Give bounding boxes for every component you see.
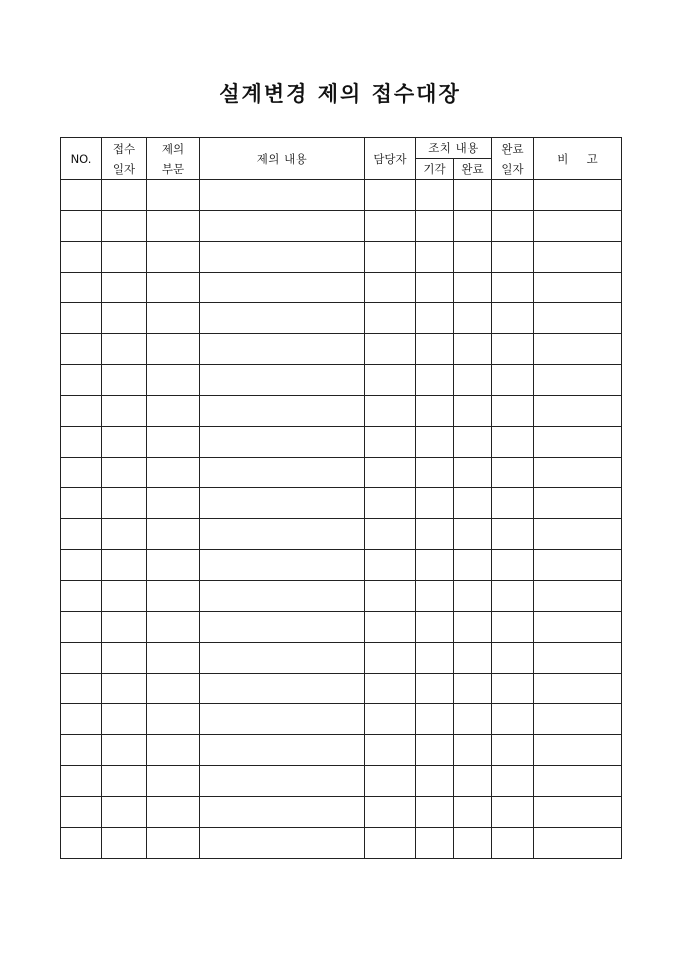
cell-remarks bbox=[534, 642, 622, 673]
cell-no bbox=[61, 210, 102, 241]
header-action-completed: 완료 bbox=[454, 159, 492, 180]
cell-proposal-content bbox=[200, 241, 365, 272]
cell-received-date bbox=[102, 395, 147, 426]
cell-completion-date bbox=[492, 766, 534, 797]
table-header bbox=[61, 138, 622, 180]
cell-received-date bbox=[102, 704, 147, 735]
cell-received-date bbox=[102, 241, 147, 272]
cell-action-rejected bbox=[416, 704, 454, 735]
table-row bbox=[61, 580, 622, 611]
cell-action-completed bbox=[454, 642, 492, 673]
cell-proposing-dept bbox=[147, 365, 200, 396]
page-title: 설계변경 제의 접수대장 bbox=[219, 81, 461, 106]
cell-action-completed bbox=[454, 426, 492, 457]
cell-received-date bbox=[102, 303, 147, 334]
cell-proposing-dept bbox=[147, 457, 200, 488]
cell-action-completed bbox=[454, 180, 492, 211]
cell-remarks bbox=[534, 488, 622, 519]
table-row bbox=[61, 796, 622, 827]
cell-action-rejected bbox=[416, 241, 454, 272]
table-row bbox=[61, 488, 622, 519]
table-row bbox=[61, 210, 622, 241]
cell-action-completed bbox=[454, 365, 492, 396]
table-row bbox=[61, 365, 622, 396]
header-completion-date bbox=[492, 138, 534, 180]
cell-received-date bbox=[102, 580, 147, 611]
cell-received-date bbox=[102, 673, 147, 704]
cell-completion-date bbox=[492, 365, 534, 396]
cell-no bbox=[61, 519, 102, 550]
cell-proposing-dept bbox=[147, 180, 200, 211]
cell-completion-date bbox=[492, 519, 534, 550]
cell-proposing-dept bbox=[147, 766, 200, 797]
cell-proposing-dept bbox=[147, 395, 200, 426]
cell-remarks bbox=[534, 704, 622, 735]
cell-person-in-charge bbox=[365, 611, 416, 642]
cell-proposal-content bbox=[200, 580, 365, 611]
cell-proposing-dept bbox=[147, 303, 200, 334]
cell-completion-date bbox=[492, 580, 534, 611]
cell-person-in-charge bbox=[365, 365, 416, 396]
header-proposing-dept bbox=[147, 138, 200, 180]
cell-person-in-charge bbox=[365, 827, 416, 858]
cell-action-rejected bbox=[416, 180, 454, 211]
cell-action-completed bbox=[454, 735, 492, 766]
cell-no bbox=[61, 642, 102, 673]
header-remarks: 비 고 bbox=[534, 138, 622, 180]
cell-proposal-content bbox=[200, 766, 365, 797]
cell-action-completed bbox=[454, 210, 492, 241]
cell-person-in-charge bbox=[365, 395, 416, 426]
cell-action-rejected bbox=[416, 550, 454, 581]
cell-action-rejected bbox=[416, 611, 454, 642]
cell-completion-date bbox=[492, 334, 534, 365]
header-completion-date-line1: 완료 bbox=[501, 141, 524, 156]
cell-action-completed bbox=[454, 550, 492, 581]
cell-no bbox=[61, 365, 102, 396]
cell-proposal-content bbox=[200, 827, 365, 858]
cell-action-rejected bbox=[416, 426, 454, 457]
cell-no bbox=[61, 334, 102, 365]
cell-proposing-dept bbox=[147, 611, 200, 642]
cell-proposing-dept bbox=[147, 488, 200, 519]
cell-proposing-dept bbox=[147, 580, 200, 611]
cell-no bbox=[61, 241, 102, 272]
cell-completion-date bbox=[492, 735, 534, 766]
cell-proposing-dept bbox=[147, 210, 200, 241]
cell-proposing-dept bbox=[147, 334, 200, 365]
cell-action-rejected bbox=[416, 365, 454, 396]
cell-action-rejected bbox=[416, 519, 454, 550]
cell-proposal-content bbox=[200, 334, 365, 365]
cell-remarks bbox=[534, 796, 622, 827]
cell-completion-date bbox=[492, 457, 534, 488]
cell-completion-date bbox=[492, 550, 534, 581]
cell-completion-date bbox=[492, 488, 534, 519]
cell-proposal-content bbox=[200, 457, 365, 488]
cell-proposing-dept bbox=[147, 642, 200, 673]
cell-person-in-charge bbox=[365, 488, 416, 519]
ledger-table bbox=[60, 137, 622, 859]
cell-remarks bbox=[534, 519, 622, 550]
cell-remarks bbox=[534, 241, 622, 272]
cell-proposal-content bbox=[200, 519, 365, 550]
table-body bbox=[61, 180, 622, 859]
cell-received-date bbox=[102, 426, 147, 457]
cell-remarks bbox=[534, 735, 622, 766]
cell-no bbox=[61, 735, 102, 766]
cell-completion-date bbox=[492, 704, 534, 735]
cell-action-completed bbox=[454, 580, 492, 611]
cell-proposal-content bbox=[200, 673, 365, 704]
table-row bbox=[61, 395, 622, 426]
table-row bbox=[61, 735, 622, 766]
cell-proposal-content bbox=[200, 365, 365, 396]
table-row bbox=[61, 673, 622, 704]
table-row bbox=[61, 611, 622, 642]
cell-action-completed bbox=[454, 673, 492, 704]
cell-person-in-charge bbox=[365, 210, 416, 241]
header-action-content: 조치 내용 bbox=[416, 138, 492, 159]
cell-action-rejected bbox=[416, 735, 454, 766]
cell-no bbox=[61, 303, 102, 334]
cell-no bbox=[61, 580, 102, 611]
cell-remarks bbox=[534, 395, 622, 426]
cell-remarks bbox=[534, 180, 622, 211]
table-row bbox=[61, 426, 622, 457]
cell-remarks bbox=[534, 272, 622, 303]
cell-received-date bbox=[102, 550, 147, 581]
cell-no bbox=[61, 395, 102, 426]
cell-action-completed bbox=[454, 395, 492, 426]
cell-person-in-charge bbox=[365, 796, 416, 827]
cell-action-rejected bbox=[416, 488, 454, 519]
cell-remarks bbox=[534, 611, 622, 642]
cell-action-completed bbox=[454, 303, 492, 334]
cell-completion-date bbox=[492, 241, 534, 272]
cell-proposing-dept bbox=[147, 735, 200, 766]
table-row bbox=[61, 642, 622, 673]
table-row bbox=[61, 241, 622, 272]
cell-action-completed bbox=[454, 241, 492, 272]
cell-action-completed bbox=[454, 457, 492, 488]
cell-received-date bbox=[102, 519, 147, 550]
table-row bbox=[61, 334, 622, 365]
cell-no bbox=[61, 457, 102, 488]
cell-received-date bbox=[102, 180, 147, 211]
cell-person-in-charge bbox=[365, 550, 416, 581]
header-proposing-dept-line1: 제의 bbox=[161, 141, 185, 156]
cell-action-rejected bbox=[416, 827, 454, 858]
cell-action-completed bbox=[454, 611, 492, 642]
cell-completion-date bbox=[492, 303, 534, 334]
cell-person-in-charge bbox=[365, 735, 416, 766]
cell-completion-date bbox=[492, 642, 534, 673]
table-row bbox=[61, 272, 622, 303]
cell-action-completed bbox=[454, 519, 492, 550]
cell-proposal-content bbox=[200, 611, 365, 642]
table-row bbox=[61, 766, 622, 797]
cell-no bbox=[61, 796, 102, 827]
cell-completion-date bbox=[492, 180, 534, 211]
cell-remarks bbox=[534, 580, 622, 611]
cell-person-in-charge bbox=[365, 642, 416, 673]
cell-proposal-content bbox=[200, 642, 365, 673]
cell-action-rejected bbox=[416, 642, 454, 673]
cell-person-in-charge bbox=[365, 272, 416, 303]
cell-proposing-dept bbox=[147, 796, 200, 827]
cell-received-date bbox=[102, 334, 147, 365]
cell-action-completed bbox=[454, 488, 492, 519]
cell-completion-date bbox=[492, 611, 534, 642]
cell-person-in-charge bbox=[365, 303, 416, 334]
cell-remarks bbox=[534, 827, 622, 858]
cell-action-completed bbox=[454, 827, 492, 858]
cell-received-date bbox=[102, 827, 147, 858]
header-completion-date-line2: 일자 bbox=[501, 161, 524, 176]
cell-person-in-charge bbox=[365, 334, 416, 365]
table-row bbox=[61, 704, 622, 735]
cell-received-date bbox=[102, 210, 147, 241]
header-action-rejected: 기각 bbox=[416, 159, 454, 180]
cell-no bbox=[61, 272, 102, 303]
cell-proposal-content bbox=[200, 735, 365, 766]
table-row bbox=[61, 550, 622, 581]
cell-action-completed bbox=[454, 796, 492, 827]
cell-proposal-content bbox=[200, 796, 365, 827]
cell-no bbox=[61, 180, 102, 211]
cell-no bbox=[61, 673, 102, 704]
cell-person-in-charge bbox=[365, 241, 416, 272]
header-no: NO. bbox=[61, 138, 102, 180]
header-received-date-line1: 접수 bbox=[112, 141, 136, 156]
cell-remarks bbox=[534, 766, 622, 797]
cell-no bbox=[61, 550, 102, 581]
cell-received-date bbox=[102, 457, 147, 488]
cell-received-date bbox=[102, 611, 147, 642]
cell-action-rejected bbox=[416, 580, 454, 611]
cell-person-in-charge bbox=[365, 704, 416, 735]
cell-completion-date bbox=[492, 827, 534, 858]
cell-proposal-content bbox=[200, 550, 365, 581]
cell-received-date bbox=[102, 796, 147, 827]
cell-no bbox=[61, 704, 102, 735]
cell-completion-date bbox=[492, 673, 534, 704]
cell-person-in-charge bbox=[365, 519, 416, 550]
cell-action-completed bbox=[454, 334, 492, 365]
cell-completion-date bbox=[492, 426, 534, 457]
cell-proposal-content bbox=[200, 488, 365, 519]
cell-remarks bbox=[534, 210, 622, 241]
cell-remarks bbox=[534, 673, 622, 704]
cell-no bbox=[61, 488, 102, 519]
cell-person-in-charge bbox=[365, 580, 416, 611]
cell-action-rejected bbox=[416, 796, 454, 827]
cell-person-in-charge bbox=[365, 766, 416, 797]
cell-proposing-dept bbox=[147, 241, 200, 272]
cell-received-date bbox=[102, 735, 147, 766]
cell-proposing-dept bbox=[147, 704, 200, 735]
cell-remarks bbox=[534, 550, 622, 581]
table-row bbox=[61, 519, 622, 550]
cell-remarks bbox=[534, 334, 622, 365]
cell-proposing-dept bbox=[147, 550, 200, 581]
cell-completion-date bbox=[492, 796, 534, 827]
cell-proposing-dept bbox=[147, 673, 200, 704]
cell-completion-date bbox=[492, 272, 534, 303]
cell-person-in-charge bbox=[365, 180, 416, 211]
cell-person-in-charge bbox=[365, 457, 416, 488]
header-proposing-dept-line2: 부문 bbox=[161, 161, 185, 176]
cell-proposal-content bbox=[200, 272, 365, 303]
cell-remarks bbox=[534, 365, 622, 396]
cell-action-rejected bbox=[416, 395, 454, 426]
cell-remarks bbox=[534, 426, 622, 457]
cell-proposal-content bbox=[200, 303, 365, 334]
cell-remarks bbox=[534, 457, 622, 488]
cell-proposal-content bbox=[200, 704, 365, 735]
table-row bbox=[61, 303, 622, 334]
cell-action-rejected bbox=[416, 673, 454, 704]
table-row bbox=[61, 827, 622, 858]
cell-received-date bbox=[102, 365, 147, 396]
cell-action-rejected bbox=[416, 766, 454, 797]
cell-proposal-content bbox=[200, 180, 365, 211]
cell-no bbox=[61, 766, 102, 797]
header-received-date-line2: 일자 bbox=[112, 161, 136, 176]
cell-received-date bbox=[102, 272, 147, 303]
cell-proposal-content bbox=[200, 210, 365, 241]
cell-action-completed bbox=[454, 766, 492, 797]
cell-completion-date bbox=[492, 210, 534, 241]
cell-proposing-dept bbox=[147, 272, 200, 303]
cell-person-in-charge bbox=[365, 673, 416, 704]
cell-completion-date bbox=[492, 395, 534, 426]
cell-no bbox=[61, 611, 102, 642]
cell-action-completed bbox=[454, 704, 492, 735]
cell-action-rejected bbox=[416, 210, 454, 241]
cell-person-in-charge bbox=[365, 426, 416, 457]
cell-received-date bbox=[102, 488, 147, 519]
cell-proposing-dept bbox=[147, 519, 200, 550]
cell-proposal-content bbox=[200, 426, 365, 457]
cell-action-rejected bbox=[416, 334, 454, 365]
cell-action-completed bbox=[454, 272, 492, 303]
cell-proposing-dept bbox=[147, 827, 200, 858]
cell-proposing-dept bbox=[147, 426, 200, 457]
header-person-in-charge: 담당자 bbox=[365, 138, 416, 180]
cell-proposal-content bbox=[200, 395, 365, 426]
header-proposal-content: 제의 내용 bbox=[200, 138, 365, 180]
cell-no bbox=[61, 827, 102, 858]
cell-action-rejected bbox=[416, 457, 454, 488]
cell-action-rejected bbox=[416, 303, 454, 334]
cell-received-date bbox=[102, 642, 147, 673]
table-row bbox=[61, 180, 622, 211]
cell-action-rejected bbox=[416, 272, 454, 303]
header-received-date bbox=[102, 138, 147, 180]
cell-remarks bbox=[534, 303, 622, 334]
cell-no bbox=[61, 426, 102, 457]
table-row bbox=[61, 457, 622, 488]
cell-received-date bbox=[102, 766, 147, 797]
